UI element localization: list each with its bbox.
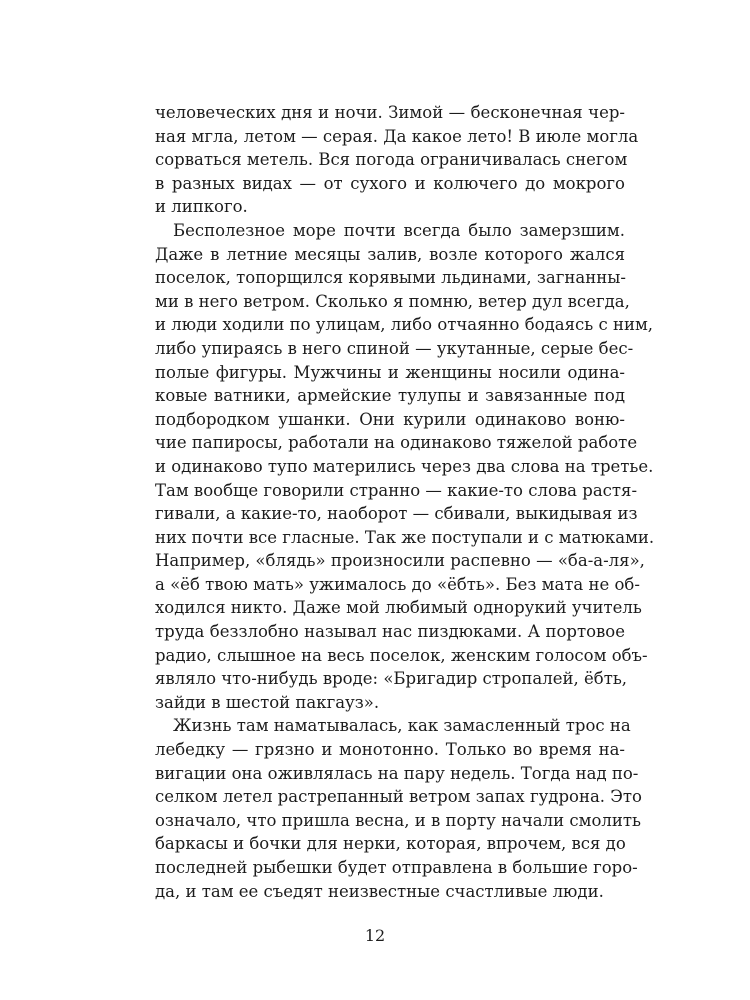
text-line: чие папиросы, работали на одинаково тяжелой работе bbox=[155, 433, 638, 453]
text-line: последней рыбешки будет отправлена в большие горо- bbox=[155, 858, 638, 877]
text-line: означало, что пришла весна, и в порту начали смолить bbox=[155, 810, 641, 830]
text-line: поселок, топорщился корявыми льдинами, загнанны- bbox=[155, 268, 626, 288]
text-line: либо упираясь в него спиной — укутанные, серые бес- bbox=[155, 338, 634, 358]
text-line: них почти все гласные. Так же поступали и с матюками. bbox=[155, 527, 655, 547]
text-line: сорваться метель. Вся погода ограничивалась снегом bbox=[155, 150, 628, 170]
text-line: Бесполезное море почти всегда было замерзшим. bbox=[173, 220, 625, 240]
text-line: полые фигуры. Мужчины и женщины носили одина- bbox=[155, 362, 625, 382]
page-number: 12 bbox=[364, 926, 386, 945]
text-line: человеческих дня и ночи. Зимой — бесконечная чер- bbox=[155, 103, 625, 122]
text-line: являло что-нибудь вроде: «Бригадир стропалей, ёбть, bbox=[155, 669, 628, 689]
text-line: лебедку — грязно и монотонно. Только во время на- bbox=[155, 740, 625, 760]
text-line: ная мгла, летом — серая. Да какое лето! В июле могла bbox=[155, 126, 639, 146]
paragraph bbox=[155, 101, 639, 219]
text-line: ходился никто. Даже мой любимый однорукий учитель bbox=[155, 598, 642, 618]
text-line: и люди ходили по улицам, либо отчаянно бодаясь с ним, bbox=[155, 315, 654, 335]
text-line: Например, «блядь» произносили распевно — «ба-а-ля», bbox=[155, 551, 645, 571]
text-line: ми в него ветром. Сколько я помню, ветер дул всегда, bbox=[155, 291, 630, 311]
text-line: да, и там ее съедят неизвестные счастливые люди. bbox=[155, 881, 604, 901]
text-line: Даже в летние месяцы залив, возле которого жался bbox=[155, 244, 625, 264]
text-line: селком летел растрепанный ветром запах гудрона. Это bbox=[155, 787, 642, 807]
text-line: радио, слышное на весь поселок, женским голосом объ- bbox=[155, 645, 648, 665]
text-line: в разных видах — от сухого и колючего до мокрого bbox=[155, 173, 625, 193]
paragraph bbox=[155, 714, 642, 903]
text-line: и липкого. bbox=[155, 197, 248, 217]
text-line: ковые ватники, армейские тулупы и завязанные под bbox=[155, 386, 625, 406]
text-line: а «ёб твою мать» ужималось до «ёбть». Без мата не об- bbox=[155, 574, 640, 594]
text-line: труда беззлобно называл нас пиздюками. А портовое bbox=[155, 622, 625, 642]
text-line: и одинаково тупо матерились через два слова на третье. bbox=[155, 456, 654, 476]
text-line: Там вообще говорили странно — какие-то слова растя- bbox=[155, 480, 638, 500]
text-line: баркасы и бочки для нерки, которая, впрочем, вся до bbox=[155, 834, 626, 854]
text-line: вигации она оживлялась на пару недель. Тогда над по- bbox=[155, 763, 639, 783]
text-line: Жизнь там наматывалась, как замасленный трос на bbox=[173, 716, 631, 736]
body-text bbox=[155, 101, 655, 903]
paragraph bbox=[155, 219, 655, 714]
text-line: подбородком ушанки. Они курили одинаково воню- bbox=[155, 409, 625, 429]
text-line: зайди в шестой пакгауз». bbox=[155, 692, 380, 712]
text-line: гивали, а какие-то, наоборот — сбивали, выкидывая из bbox=[155, 504, 638, 524]
